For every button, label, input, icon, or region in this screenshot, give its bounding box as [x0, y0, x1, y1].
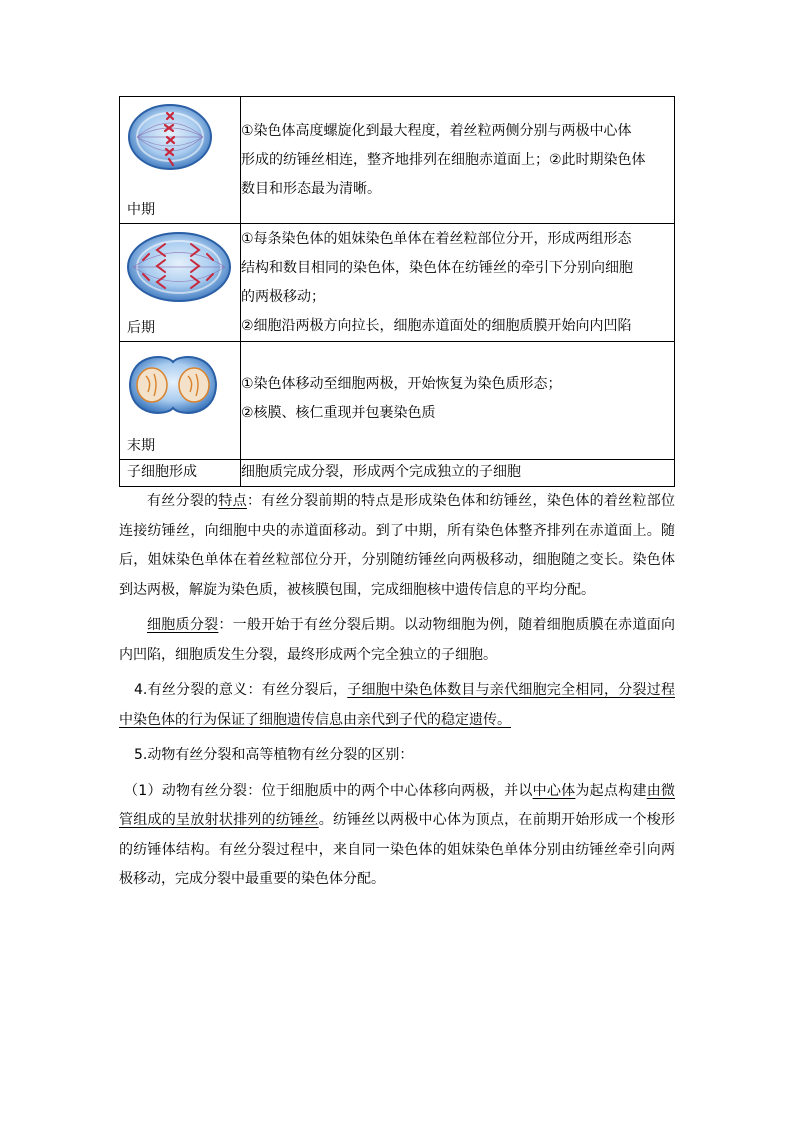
metaphase-line-3: 数目和形态最为清晰。	[241, 181, 381, 197]
anaphase-line-3: 的两极移动；	[241, 289, 325, 305]
daughter-cells-description	[241, 460, 675, 487]
animal-prefix: （1）动物有丝分裂：位于细胞质中的两个中心体移向两极，并以	[124, 782, 533, 799]
telophase-line-1: ①染色体移动至细胞两极，开始恢复为染色质形态；	[241, 376, 562, 392]
animal-centrosome: 中心体	[532, 782, 576, 799]
anaphase-cell-icon	[125, 230, 233, 304]
cytokinesis-term: 细胞质分裂	[147, 617, 219, 633]
metaphase-line-2: 形成的纺锤丝相连，整齐地排列在细胞赤道面上；②此时期染色体	[241, 152, 646, 168]
cytokinesis-text: ：一般开始于有丝分裂后期。以动物细胞为例，随着细胞质膜在赤道面向内凹陷，细胞质发生分裂，最终形成两个完全独立的子细胞。	[119, 617, 675, 663]
paragraph-animal-mitosis	[119, 777, 675, 895]
features-term-underlined: 特点	[218, 493, 247, 509]
metaphase-description	[241, 97, 675, 224]
table-row-daughter-cells	[120, 460, 675, 487]
features-text: ：有丝分裂前期的特点是形成染色体和纺锤丝，染色体的着丝粒部位连接纺锤丝，向细胞中央的赤道面移动。到了中期，所有染色体整齐排列在赤道面上。随后，姐妹染色单体在着丝粒部位分开，分别随纺锤丝向两极移动，细胞随之变长。染色体到达两极，解旋为染色质，被核膜包围，完成细胞核中遗传信息的平均分配。	[119, 493, 676, 598]
animal-mid: 为起点构建	[575, 782, 647, 799]
anaphase-line-2: 结构和数目相同的染色体，染色体在纺锤丝的牵引下分别向细胞	[241, 260, 633, 276]
metaphase-image-cell	[120, 97, 241, 224]
differences-heading: 5.动物有丝分裂和高等植物有丝分裂的区别：	[134, 747, 414, 763]
daughter-cells-line-1: 细胞质完成分裂，形成两个完成独立的子细胞	[241, 464, 521, 480]
stage-label-telophase: 末期	[127, 438, 155, 454]
anaphase-line-1: ①每条染色体的姐妹染色单体在着丝粒部位分开，形成两组形态	[241, 231, 632, 247]
animal-suffix: 。纺锤丝以两极中心体为顶点，在前期开始形成一个梭形的纺锤体结构。有丝分裂过程中，来自同一染色体的姐妹染色单体分别由纺锤丝牵引向两极移动，完成分裂中最重要的染色体分配。	[119, 812, 676, 887]
mitosis-phase-table	[119, 96, 675, 487]
telophase-cell-icon	[127, 352, 219, 418]
metaphase-cell-icon	[127, 103, 213, 171]
significance-underlined: 子细胞中染色体数目与亲代细胞完全相同，分裂过程中染色体的行为保证了细胞遗传信息由亲代到子代的稳定遗传。	[119, 682, 675, 728]
anaphase-image-cell	[120, 224, 241, 342]
metaphase-line-1: ①染色体高度螺旋化到最大程度，着丝粒两侧分别与两极中心体	[241, 123, 632, 139]
features-term: 有丝分裂的	[147, 493, 219, 509]
table-row-anaphase	[120, 224, 675, 342]
paragraph-features	[119, 487, 675, 605]
telophase-line-2: ②核膜、核仁重现并包裹染色质	[241, 405, 436, 421]
stage-label-metaphase: 中期	[127, 202, 155, 218]
anaphase-line-4: ②细胞沿两极方向拉长，细胞赤道面处的细胞质膜开始向内凹陷	[241, 318, 632, 334]
paragraph-significance	[119, 676, 675, 735]
table-row-metaphase	[120, 97, 675, 224]
telophase-description	[241, 342, 675, 460]
stage-label-anaphase: 后期	[127, 320, 155, 336]
anaphase-description	[241, 224, 675, 342]
table-row-telophase	[120, 342, 675, 460]
paragraph-cytokinesis	[119, 611, 675, 670]
daughter-cells-label-cell	[120, 460, 241, 487]
significance-prefix: 4.有丝分裂的意义：有丝分裂后，	[134, 682, 348, 698]
paragraph-differences-heading	[119, 741, 675, 771]
stage-label-daughter-cells: 子细胞形成	[127, 464, 197, 480]
document-page	[119, 96, 675, 895]
animal-spindle-fibers: 由微管组成的呈放射状排列的纺锤丝	[119, 782, 675, 828]
telophase-image-cell	[120, 342, 241, 460]
